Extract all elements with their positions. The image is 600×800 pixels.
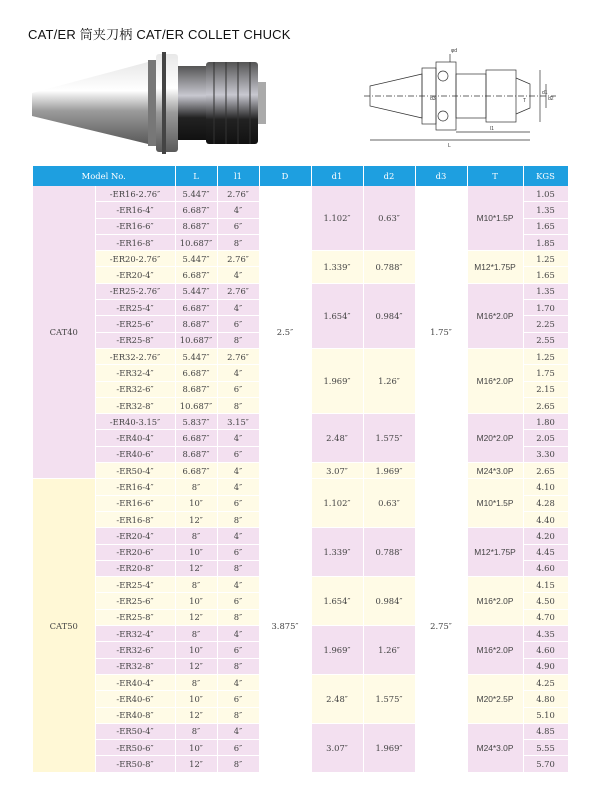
l1-cell: 8″ (217, 658, 259, 674)
l1-cell: 4″ (217, 479, 259, 495)
kgs-cell: 1.85 (523, 234, 568, 250)
l1-cell: 6″ (217, 495, 259, 511)
d2-cell: 1.575″ (363, 414, 415, 463)
t-cell: M16*2.0P (467, 283, 523, 348)
kgs-cell: 4.60 (523, 560, 568, 576)
kgs-cell: 4.40 (523, 511, 568, 527)
l-cell: 5.447″ (175, 186, 217, 202)
t-cell: M16*2.0P (467, 348, 523, 413)
l-cell: 6.687″ (175, 430, 217, 446)
l-cell: 8″ (175, 626, 217, 642)
model-cell: -ER25-6″ (95, 316, 175, 332)
l1-cell: 6″ (217, 316, 259, 332)
model-cell: -ER25-6″ (95, 593, 175, 609)
kgs-cell: 4.80 (523, 691, 568, 707)
l1-cell: 2.76″ (217, 348, 259, 364)
l-cell: 6.687″ (175, 365, 217, 381)
l-cell: 8″ (175, 674, 217, 690)
d1-cell: 2.48″ (311, 414, 363, 463)
d1-cell: 3.07″ (311, 723, 363, 772)
kgs-cell: 4.10 (523, 479, 568, 495)
kgs-cell: 2.55 (523, 332, 568, 348)
l1-cell: 8″ (217, 707, 259, 723)
kgs-cell: 2.65 (523, 463, 568, 479)
l-cell: 6.687″ (175, 202, 217, 218)
t-cell: M12*1.75P (467, 251, 523, 284)
l1-cell: 4″ (217, 300, 259, 316)
l-cell: 5.447″ (175, 283, 217, 299)
l1-cell: 4″ (217, 723, 259, 739)
kgs-cell: 1.70 (523, 300, 568, 316)
model-cell: -ER32-8″ (95, 658, 175, 674)
header-kgs: KGS (523, 166, 568, 186)
l-cell: 8.687″ (175, 316, 217, 332)
model-cell: -ER16-8″ (95, 511, 175, 527)
d1-cell: 1.969″ (311, 626, 363, 675)
kgs-cell: 4.20 (523, 528, 568, 544)
kgs-cell: 2.15 (523, 381, 568, 397)
header-d1: d1 (311, 166, 363, 186)
l-cell: 8″ (175, 528, 217, 544)
kgs-cell: 2.05 (523, 430, 568, 446)
kgs-cell: 4.85 (523, 723, 568, 739)
spec-table (33, 166, 569, 773)
t-cell: M16*2.0P (467, 626, 523, 675)
model-cell: -ER20-2.76″ (95, 251, 175, 267)
kgs-cell: 1.05 (523, 186, 568, 202)
l-cell: 5.837″ (175, 414, 217, 430)
header-model: Model No. (33, 166, 175, 186)
header-l: L (175, 166, 217, 186)
kgs-cell: 1.35 (523, 202, 568, 218)
d2-cell: 1.26″ (363, 626, 415, 675)
l-cell: 5.447″ (175, 348, 217, 364)
model-cell: -ER32-6″ (95, 381, 175, 397)
l-cell: 10″ (175, 691, 217, 707)
l1-cell: 4″ (217, 202, 259, 218)
drawing-label-l1: l1 (490, 126, 494, 132)
l1-cell: 4″ (217, 626, 259, 642)
l1-cell: 6″ (217, 740, 259, 756)
model-cell: -ER16-8″ (95, 234, 175, 250)
l1-cell: 8″ (217, 609, 259, 625)
model-cell: -ER32-4″ (95, 365, 175, 381)
l-cell: 8.687″ (175, 446, 217, 462)
l1-cell: 6″ (217, 218, 259, 234)
l1-cell: 4″ (217, 528, 259, 544)
l-cell: 8″ (175, 479, 217, 495)
l-cell: 6.687″ (175, 463, 217, 479)
d3-cell: 1.75″ (415, 186, 467, 479)
model-cell: -ER40-6″ (95, 691, 175, 707)
t-cell: M12*1.75P (467, 528, 523, 577)
d2-cell: 1.575″ (363, 674, 415, 723)
kgs-cell: 2.65 (523, 397, 568, 413)
l-cell: 12″ (175, 511, 217, 527)
header-t: T (467, 166, 523, 186)
model-cell: -ER16-6″ (95, 218, 175, 234)
model-cell: -ER50-8″ (95, 756, 175, 772)
t-cell: M10*1.5P (467, 186, 523, 251)
model-cell: -ER16-4″ (95, 202, 175, 218)
drawing-label-phi-d: φd (451, 48, 458, 54)
l1-cell: 4″ (217, 430, 259, 446)
kgs-cell: 1.65 (523, 267, 568, 283)
l-cell: 10.687″ (175, 234, 217, 250)
model-cell: -ER16-6″ (95, 495, 175, 511)
l-cell: 10.687″ (175, 332, 217, 348)
header-d: D (259, 166, 311, 186)
l-cell: 12″ (175, 560, 217, 576)
model-cell: -ER16-4″ (95, 479, 175, 495)
d2-cell: 0.788″ (363, 528, 415, 577)
l-cell: 10.687″ (175, 397, 217, 413)
l1-cell: 6″ (217, 446, 259, 462)
model-cell: -ER40-4″ (95, 430, 175, 446)
l1-cell: 8″ (217, 511, 259, 527)
d3-cell: 2.75″ (415, 479, 467, 772)
d1-cell: 1.969″ (311, 348, 363, 413)
t-cell: M20*2.0P (467, 414, 523, 463)
l1-cell: 6″ (217, 691, 259, 707)
d2-cell: 0.63″ (363, 186, 415, 251)
l1-cell: 8″ (217, 234, 259, 250)
model-cell: -ER50-4″ (95, 463, 175, 479)
model-cell: -ER50-4″ (95, 723, 175, 739)
kgs-cell: 4.90 (523, 658, 568, 674)
kgs-cell: 4.70 (523, 609, 568, 625)
series-label: CAT50 (33, 479, 95, 772)
l1-cell: 6″ (217, 642, 259, 658)
model-cell: -ER25-8″ (95, 332, 175, 348)
model-cell: -ER20-6″ (95, 544, 175, 560)
drawing-label-d1: d1 (542, 90, 548, 96)
model-cell: -ER16-2.76″ (95, 186, 175, 202)
kgs-cell: 1.80 (523, 414, 568, 430)
kgs-cell: 1.35 (523, 283, 568, 299)
kgs-cell: 4.50 (523, 593, 568, 609)
l-cell: 10″ (175, 740, 217, 756)
model-cell: -ER50-6″ (95, 740, 175, 756)
l-cell: 8.687″ (175, 218, 217, 234)
l1-cell: 4″ (217, 674, 259, 690)
model-cell: -ER32-8″ (95, 397, 175, 413)
t-cell: M24*3.0P (467, 463, 523, 479)
d-cell: 3.875″ (259, 479, 311, 772)
d2-cell: 0.788″ (363, 251, 415, 284)
spec-table-body (33, 186, 568, 772)
l-cell: 12″ (175, 756, 217, 772)
drawing-label-d3: d3 (430, 96, 436, 102)
t-cell: M20*2.5P (467, 674, 523, 723)
l1-cell: 4″ (217, 577, 259, 593)
d2-cell: 0.984″ (363, 283, 415, 348)
collet-chuck-photo (30, 48, 280, 158)
d1-cell: 2.48″ (311, 674, 363, 723)
l1-cell: 2.76″ (217, 251, 259, 267)
kgs-cell: 4.15 (523, 577, 568, 593)
kgs-cell: 1.25 (523, 348, 568, 364)
kgs-cell: 4.25 (523, 674, 568, 690)
d1-cell: 1.339″ (311, 528, 363, 577)
l-cell: 10″ (175, 544, 217, 560)
model-cell: -ER40-6″ (95, 446, 175, 462)
t-cell: M16*2.0P (467, 577, 523, 626)
model-cell: -ER25-8″ (95, 609, 175, 625)
d2-cell: 1.969″ (363, 463, 415, 479)
kgs-cell: 2.25 (523, 316, 568, 332)
l-cell: 12″ (175, 609, 217, 625)
d1-cell: 3.07″ (311, 463, 363, 479)
l-cell: 8″ (175, 723, 217, 739)
t-cell: M24*3.0P (467, 723, 523, 772)
drawing-label-d2: d2 (548, 96, 554, 102)
model-cell: -ER32-6″ (95, 642, 175, 658)
drawing-label-l: L (448, 143, 451, 149)
d1-cell: 1.654″ (311, 283, 363, 348)
d1-cell: 1.102″ (311, 186, 363, 251)
l-cell: 12″ (175, 707, 217, 723)
d1-cell: 1.654″ (311, 577, 363, 626)
l1-cell: 4″ (217, 463, 259, 479)
table-header-row (33, 166, 568, 186)
d2-cell: 1.969″ (363, 723, 415, 772)
l1-cell: 6″ (217, 593, 259, 609)
l1-cell: 4″ (217, 365, 259, 381)
model-cell: -ER40-3.15″ (95, 414, 175, 430)
l-cell: 6.687″ (175, 300, 217, 316)
header-d3: d3 (415, 166, 467, 186)
kgs-cell: 4.35 (523, 626, 568, 642)
kgs-cell: 1.25 (523, 251, 568, 267)
drawing-label-t: T (523, 98, 527, 104)
t-cell: M10*1.5P (467, 479, 523, 528)
l1-cell: 8″ (217, 756, 259, 772)
l1-cell: 3.15″ (217, 414, 259, 430)
model-cell: -ER40-4″ (95, 674, 175, 690)
table-row (33, 479, 568, 495)
l1-cell: 8″ (217, 560, 259, 576)
d2-cell: 1.26″ (363, 348, 415, 413)
l-cell: 6.687″ (175, 267, 217, 283)
model-cell: -ER25-2.76″ (95, 283, 175, 299)
d1-cell: 1.102″ (311, 479, 363, 528)
model-cell: -ER20-4″ (95, 528, 175, 544)
l1-cell: 4″ (217, 267, 259, 283)
header-d2: d2 (363, 166, 415, 186)
series-label: CAT40 (33, 186, 95, 479)
kgs-cell: 1.75 (523, 365, 568, 381)
l1-cell: 6″ (217, 544, 259, 560)
model-cell: -ER20-8″ (95, 560, 175, 576)
kgs-cell: 4.45 (523, 544, 568, 560)
kgs-cell: 1.65 (523, 218, 568, 234)
l1-cell: 2.76″ (217, 283, 259, 299)
kgs-cell: 5.70 (523, 756, 568, 772)
header-l1: l1 (217, 166, 259, 186)
l-cell: 12″ (175, 658, 217, 674)
model-cell: -ER32-4″ (95, 626, 175, 642)
model-cell: -ER32-2.76″ (95, 348, 175, 364)
kgs-cell: 4.28 (523, 495, 568, 511)
d2-cell: 0.984″ (363, 577, 415, 626)
d-cell: 2.5″ (259, 186, 311, 479)
kgs-cell: 4.60 (523, 642, 568, 658)
d2-cell: 0.63″ (363, 479, 415, 528)
l-cell: 8.687″ (175, 381, 217, 397)
l-cell: 5.447″ (175, 251, 217, 267)
kgs-cell: 5.10 (523, 707, 568, 723)
d1-cell: 1.339″ (311, 251, 363, 284)
model-cell: -ER25-4″ (95, 577, 175, 593)
model-cell: -ER25-4″ (95, 300, 175, 316)
kgs-cell: 5.55 (523, 740, 568, 756)
technical-drawing (360, 44, 560, 154)
model-cell: -ER40-8″ (95, 707, 175, 723)
page-title: CAT/ER 筒夹刀柄 CAT/ER COLLET CHUCK (28, 27, 291, 42)
l1-cell: 8″ (217, 397, 259, 413)
l1-cell: 8″ (217, 332, 259, 348)
table-row (33, 186, 568, 202)
l-cell: 8″ (175, 577, 217, 593)
l-cell: 10″ (175, 642, 217, 658)
l1-cell: 6″ (217, 381, 259, 397)
l-cell: 10″ (175, 495, 217, 511)
model-cell: -ER20-4″ (95, 267, 175, 283)
l1-cell: 2.76″ (217, 186, 259, 202)
kgs-cell: 3.30 (523, 446, 568, 462)
l-cell: 10″ (175, 593, 217, 609)
